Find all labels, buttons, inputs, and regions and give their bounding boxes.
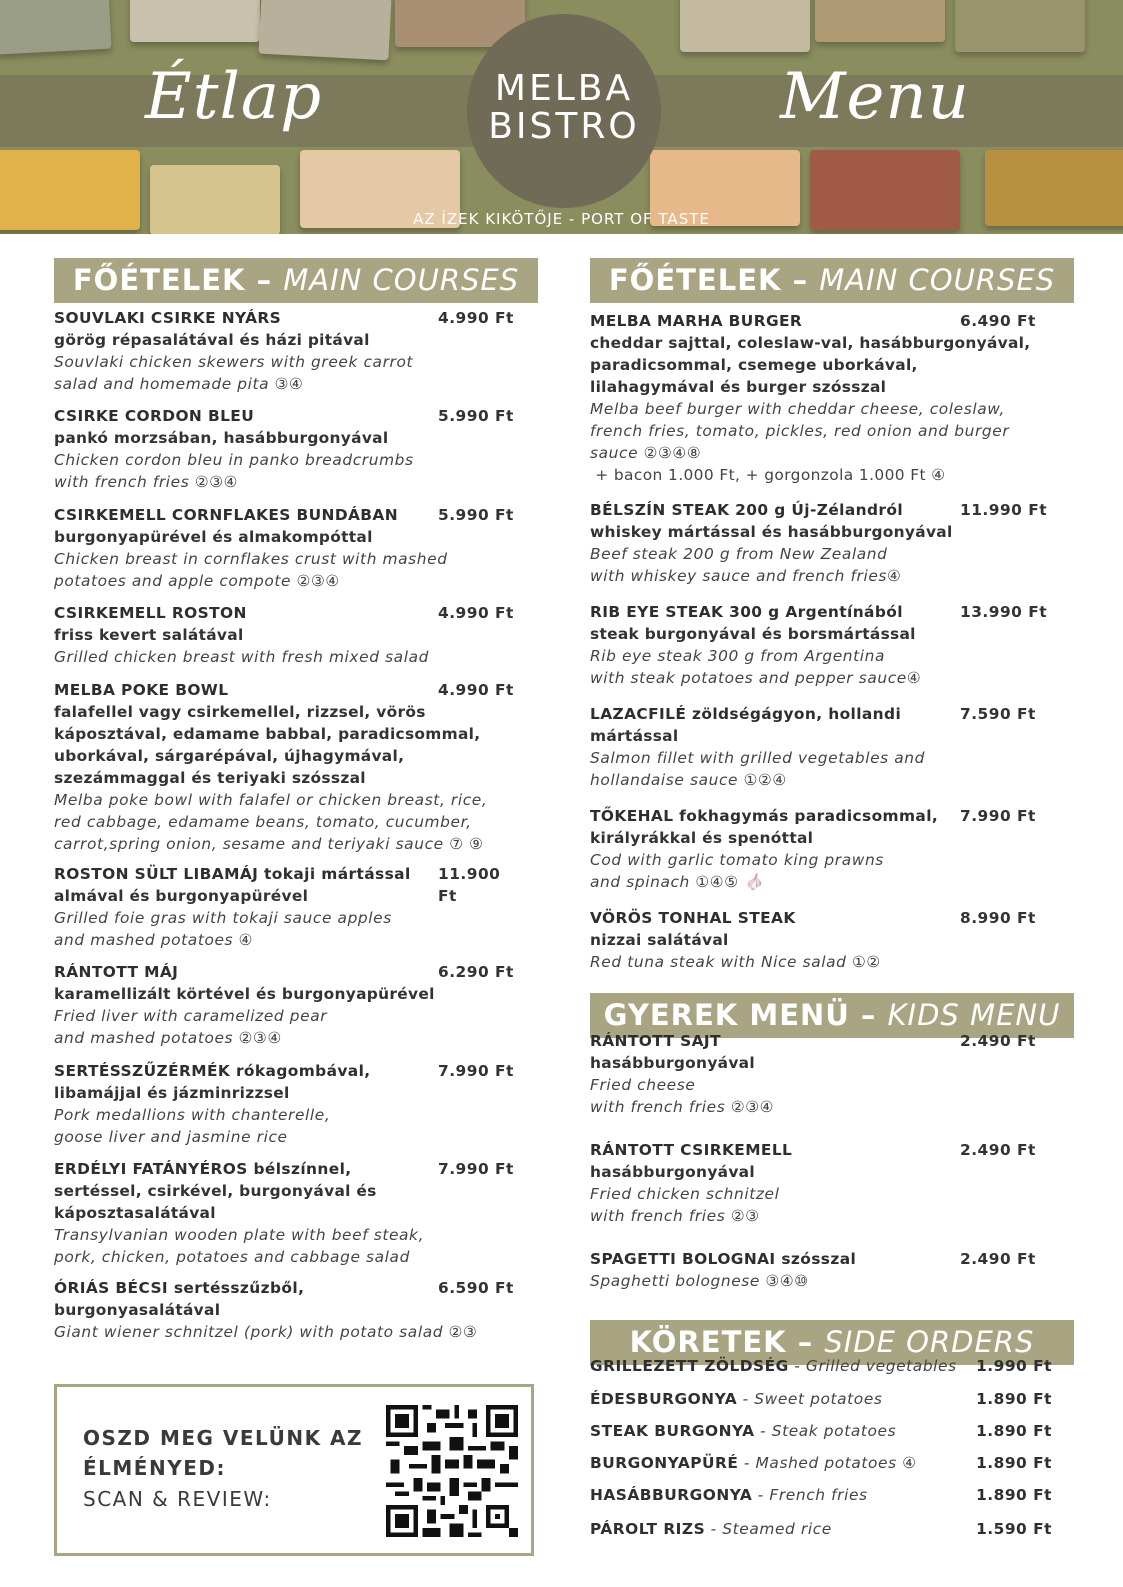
item-name: ERDÉLYI FATÁNYÉROS: [54, 1160, 248, 1178]
side-order-row: [590, 1452, 1052, 1474]
logo-line1: MELBA: [494, 68, 634, 109]
item-description-hu: libamájjal és jázminrizzsel: [54, 1084, 290, 1102]
item-price: 7.990 Ft: [438, 1062, 514, 1080]
item-description-en: Grilled foie gras with tokaji sauce apples and mashed potatoes ④: [54, 909, 392, 949]
side-name: HASÁBBURGONYA: [590, 1486, 753, 1504]
item-description-en: Chicken breast in cornflakes crust with mashed potatoes and apple compote ②③④: [54, 550, 448, 590]
item-name: CSIRKEMELL ROSTON: [54, 604, 247, 622]
item-description-en: Souvlaki chicken skewers with greek carrot salad and homemade pita ③④: [54, 353, 414, 393]
item-description-en: Fried cheese with french fries ②③④: [590, 1076, 775, 1116]
item-price: 4.990 Ft: [438, 681, 514, 699]
item-price: 13.990 Ft: [960, 603, 1048, 621]
menu-item: [54, 405, 524, 493]
header-banner: [0, 0, 1123, 234]
side-name-en: - Steak potatoes: [754, 1422, 897, 1440]
item-description-hu: friss kevert salátával: [54, 626, 244, 644]
section-main-right-hu: FŐÉTELEK –: [608, 263, 820, 297]
section-sides-en: SIDE ORDERS: [824, 1325, 1035, 1359]
side-order-row: [590, 1420, 1052, 1442]
item-description-en: Rib eye steak 300 g from Argentina with steak potatoes and pepper sauce④: [590, 647, 922, 687]
item-description-en: Spaghetti bolognese ③④⑩: [590, 1272, 809, 1290]
item-extras: + bacon 1.000 Ft, + gorgonzola 1.000 Ft ④: [590, 466, 946, 484]
item-description-en: Fried chicken schnitzel with french fries ②③: [590, 1185, 780, 1225]
item-description-hu: hasábburgonyával: [590, 1163, 755, 1181]
item-description-hu: burgonyasalátával: [54, 1301, 221, 1319]
item-description-hu: whiskey mártással és hasábburgonyával: [590, 523, 953, 541]
side-order-row: [590, 1355, 1052, 1377]
item-price: 2.490 Ft: [960, 1250, 1036, 1268]
item-name: RIB EYE STEAK 300 g Argentínából: [590, 603, 903, 621]
section-main-right-en: MAIN COURSES: [819, 263, 1056, 297]
section-main-left-en: MAIN COURSES: [283, 263, 520, 297]
item-description-hu: falafellel vagy csirkemellel, rizzsel, vörös káposztával, edamame babbal, paradicsommal, uborkával, sárgarépával, újhagymával, szezámmaggal és teriyaki szósszal: [54, 703, 481, 787]
side-name-en: - Mashed potatoes ④: [738, 1454, 917, 1472]
item-description-hu: cheddar sajttal, coleslaw-val, hasábburgonyával, paradicsommal, csemege uborkával, lilahagymával és burger szósszal: [590, 334, 1031, 396]
item-price: 2.490 Ft: [960, 1032, 1036, 1050]
item-price: 6.490 Ft: [960, 312, 1036, 330]
menu-item: [54, 307, 524, 395]
item-name: VÖRÖS TONHAL STEAK: [590, 909, 796, 927]
item-name-suffix: tokaji mártással: [258, 865, 411, 883]
logo-line2: BISTRO: [488, 106, 640, 147]
item-description-en: Melba beef burger with cheddar cheese, coleslaw, french fries, tomato, pickles, red onion and burger sauce ②③④⑧: [590, 400, 1010, 462]
item-name: TŐKEHAL: [590, 807, 674, 825]
item-name-suffix: rókagombával,: [230, 1062, 371, 1080]
side-name: BURGONYAPÜRÉ: [590, 1454, 739, 1472]
item-description-hu: steak burgonyával és borsmártással: [590, 625, 916, 643]
item-price: 6.290 Ft: [438, 963, 514, 981]
section-sides-hu: KÖRETEK –: [629, 1325, 825, 1359]
item-description-en: Giant wiener schnitzel (pork) with potato salad ②③: [54, 1323, 478, 1341]
item-price: 8.990 Ft: [960, 909, 1036, 927]
review-box: [54, 1384, 534, 1556]
menu-item: [54, 1060, 524, 1148]
menu-item: [54, 602, 524, 668]
item-description-hu: nizzai salátával: [590, 931, 729, 949]
side-price: 1.890 Ft: [976, 1486, 1052, 1504]
menu-item: [54, 679, 524, 855]
menu-item: [54, 1277, 524, 1343]
menu-item: [590, 703, 1060, 791]
menu-item: [590, 310, 1060, 486]
menu-item: [590, 907, 1060, 973]
item-price: 7.590 Ft: [960, 705, 1036, 723]
side-price: 1.590 Ft: [976, 1520, 1052, 1538]
qr-code-icon[interactable]: [386, 1405, 518, 1537]
item-description-en: Pork medallions with chanterelle, goose liver and jasmine rice: [54, 1106, 331, 1146]
item-description-hu: karamellizált körtével és burgonyapürével: [54, 985, 435, 1003]
menu-item: [590, 601, 1060, 689]
item-name: ROSTON SÜLT LIBAMÁJ: [54, 865, 259, 883]
side-order-row: [590, 1518, 1052, 1540]
item-description-en: Beef steak 200 g from New Zealand with whiskey sauce and french fries④: [590, 545, 902, 585]
item-name: BÉLSZÍN STEAK 200 g Új-Zélandról: [590, 501, 904, 519]
menu-item: [590, 805, 1060, 893]
item-name: SERTÉSSZŰZÉRMÉK: [54, 1062, 231, 1080]
item-name: MELBA MARHA BURGER: [590, 312, 803, 330]
item-name: LAZACFILÉ: [590, 705, 687, 723]
item-price: 2.490 Ft: [960, 1141, 1036, 1159]
item-name: RÁNTOTT SAJT: [590, 1032, 721, 1050]
side-price: 1.890 Ft: [976, 1390, 1052, 1408]
side-name-en: - Sweet potatoes: [737, 1390, 883, 1408]
side-order-row: [590, 1388, 1052, 1410]
menu-item: [590, 1030, 1060, 1118]
item-price: 5.990 Ft: [438, 407, 514, 425]
item-description-hu: sertéssel, csirkével, burgonyával és káposztasalátával: [54, 1182, 377, 1222]
menu-item: [54, 863, 524, 951]
side-price: 1.890 Ft: [976, 1454, 1052, 1472]
item-name-suffix: bélszínnel,: [247, 1160, 352, 1178]
item-description-hu: görög répasalátával és házi pitával: [54, 331, 370, 349]
section-main-left-hu: FŐÉTELEK –: [72, 263, 284, 297]
item-description-hu: pankó morzsában, hasábburgonyával: [54, 429, 389, 447]
section-main-left: [54, 258, 538, 303]
menu-item: [590, 1139, 1060, 1227]
item-price: 7.990 Ft: [438, 1160, 514, 1178]
item-name-suffix: fokhagymás paradicsommal,: [673, 807, 939, 825]
item-description-en: Chicken cordon bleu in panko breadcrumbs with french fries ②③④: [54, 451, 414, 491]
item-name-suffix: zöldségágyon, hollandi: [686, 705, 902, 723]
item-name: CSIRKEMELL CORNFLAKES BUNDÁBAN: [54, 506, 399, 524]
logo: [467, 70, 661, 146]
title-etlap: Étlap: [145, 60, 323, 134]
side-name: GRILLEZETT ZÖLDSÉG: [590, 1357, 789, 1375]
item-price: 11.990 Ft: [960, 501, 1048, 519]
side-name: STEAK BURGONYA: [590, 1422, 755, 1440]
item-description-en: Red tuna steak with Nice salad ①②: [590, 953, 881, 971]
item-name: ÓRIÁS BÉCSI: [54, 1279, 169, 1297]
item-name: CSIRKE CORDON BLEU: [54, 407, 255, 425]
item-description-en: Fried liver with caramelized pear and mashed potatoes ②③④: [54, 1007, 328, 1047]
side-name-en: - Grilled vegetables: [788, 1357, 957, 1375]
side-name: ÉDESBURGONYA: [590, 1390, 738, 1408]
item-description-en: Grilled chicken breast with fresh mixed salad: [54, 648, 429, 666]
item-description-en: Cod with garlic tomato king prawns and spinach ①④⑤ 🧄: [590, 851, 884, 891]
item-description-hu: hasábburgonyával: [590, 1054, 755, 1072]
side-name-en: - French fries: [752, 1486, 868, 1504]
item-name: MELBA POKE BOWL: [54, 681, 229, 699]
review-sub: SCAN & REVIEW:: [83, 1487, 272, 1511]
item-name: RÁNTOTT CSIRKEMELL: [590, 1141, 793, 1159]
item-name-suffix: sertésszűzből,: [168, 1279, 305, 1297]
section-kids-hu: GYEREK MENÜ –: [603, 998, 888, 1032]
menu-item: [590, 1248, 1060, 1292]
item-description-en: Transylvanian wooden plate with beef steak, pork, chicken, potatoes and cabbage salad: [54, 1226, 425, 1266]
item-price: 4.990 Ft: [438, 309, 514, 327]
side-name: PÁROLT RIZS: [590, 1520, 706, 1538]
side-price: 1.990 Ft: [976, 1357, 1052, 1375]
menu-item: [54, 504, 524, 592]
item-description-hu: burgonyapürével és almakompóttal: [54, 528, 373, 546]
item-name-suffix: szósszal: [775, 1250, 857, 1268]
title-menu: Menu: [780, 60, 970, 134]
menu-item: [54, 961, 524, 1049]
item-description-hu: mártással: [590, 727, 679, 745]
item-price: 6.590 Ft: [438, 1279, 514, 1297]
tagline: AZ ÍZEK KIKÖTŐJE - PORT OF TASTE: [413, 210, 710, 228]
item-description-en: Melba poke bowl with falafel or chicken breast, rice, red cabbage, edamame beans, tomato, cucumber, carrot,spring onion, sesame and teriyaki sauce ⑦ ⑨: [54, 791, 488, 853]
section-kids-en: KIDS MENU: [887, 998, 1061, 1032]
item-name: SPAGETTI BOLOGNAI: [590, 1250, 776, 1268]
review-heading: OSZD MEG VELÜNK AZ ÉLMÉNYED:: [83, 1426, 364, 1480]
side-name-en: - Steamed rice: [705, 1520, 832, 1538]
item-price: 5.990 Ft: [438, 506, 514, 524]
item-price: 4.990 Ft: [438, 604, 514, 622]
item-description-hu: almával és burgonyapürével: [54, 887, 309, 905]
item-price: 11.900 Ft: [438, 865, 501, 905]
item-description-hu: királyrákkal és spenóttal: [590, 829, 814, 847]
item-name: SOUVLAKI CSIRKE NYÁRS: [54, 309, 282, 327]
section-main-right: [590, 258, 1074, 303]
menu-item: [54, 1158, 524, 1268]
item-price: 7.990 Ft: [960, 807, 1036, 825]
side-price: 1.890 Ft: [976, 1422, 1052, 1440]
side-order-row: [590, 1484, 1052, 1506]
menu-item: [590, 499, 1060, 587]
item-description-en: Salmon fillet with grilled vegetables and hollandaise sauce ①②④: [590, 749, 926, 789]
item-name: RÁNTOTT MÁJ: [54, 963, 179, 981]
